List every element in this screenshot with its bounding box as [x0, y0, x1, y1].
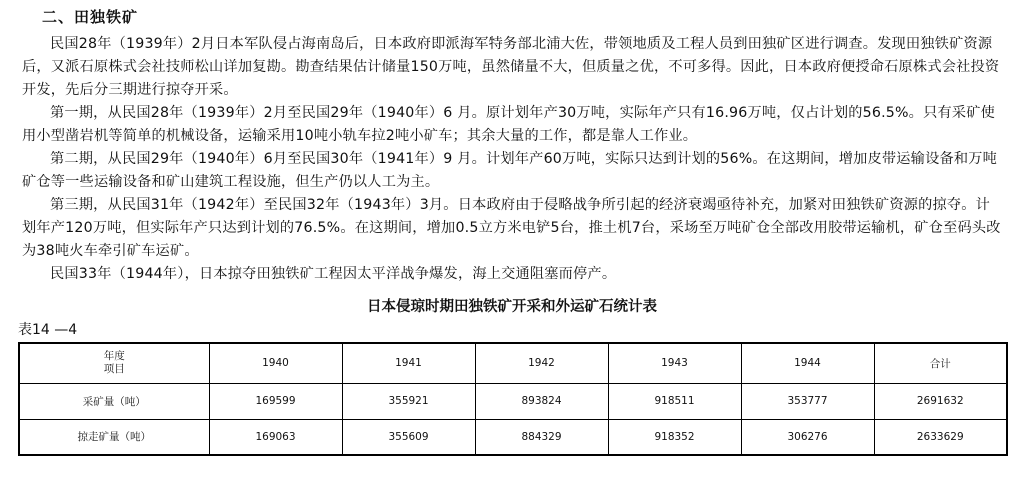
table-cell: 306276: [741, 419, 874, 455]
paragraph-phase-one: 第一期，从民国28年（1939年）2月至民国29年（1940年）6 月。原计划年产30万吨，实际年产只有16.96万吨，仅占计划的56.5%。只有采矿使用小型凿岩机等简单的机械设备，运输采用10吨小轨车拉2吨小矿车；其余大量的工作，都是靠人工作业。: [22, 105, 996, 144]
column-header: 1942: [475, 343, 608, 383]
column-header: 1940: [209, 343, 342, 383]
table-row-shipped: [19, 419, 1007, 455]
table-corner-cell: [19, 343, 209, 383]
statistics-table: [18, 342, 1008, 456]
table-header-row: [19, 343, 1007, 383]
column-header: 1943: [608, 343, 741, 383]
paragraph-closure: 民国33年（1944年），日本掠夺田独铁矿工程因太平洋战争爆发，海上交通阻塞而停产。: [50, 266, 617, 282]
paragraph-phase-two: 第二期，从民国29年（1940年）6月至民国30年（1941年）9 月。计划年产60万吨，实际只达到计划的56%。在这期间，增加皮带运输设备和万吨矿仓等一些运输设备和矿山建筑工程设施，但生产仍以人工为主。: [22, 151, 998, 190]
table-cell: 169063: [209, 419, 342, 455]
table-cell: 355921: [342, 383, 475, 419]
table-cell-total: 2633629: [874, 419, 1007, 455]
table-cell: 169599: [209, 383, 342, 419]
table-title: 日本侵琼时期田独铁矿开采和外运矿石统计表: [367, 299, 657, 315]
table-cell: 918511: [608, 383, 741, 419]
row-label: 采矿量（吨）: [19, 383, 209, 419]
paragraph-intro: 民国28年（1939年）2月日本军队侵占海南岛后，日本政府即派海军特务部北浦大佐，带领地质及工程人员到田独矿区进行调查。发现田独铁矿资源后，又派石原株式会社技师松山详加复勘。勘查结果估计储量150万吨，虽然储量不大，但质量之优，不可多得。因此，日本政府便授命石原株式会社投资开发，先后分三期进行掠夺开采。: [22, 36, 1000, 98]
corner-label-year: 年度: [103, 350, 125, 363]
table-number: 表14 —4: [18, 322, 78, 338]
table-cell: 918352: [608, 419, 741, 455]
column-header: 1944: [741, 343, 874, 383]
table-cell: 355609: [342, 419, 475, 455]
table-row-mined: [19, 383, 1007, 419]
table-cell: 893824: [475, 383, 608, 419]
column-header: 1941: [342, 343, 475, 383]
table-cell: 884329: [475, 419, 608, 455]
section-heading: 二、田独铁矿: [42, 8, 139, 26]
table-cell: 353777: [741, 383, 874, 419]
row-label: 掠走矿量（吨）: [19, 419, 209, 455]
paragraph-phase-three: 第三期，从民国31年（1942年）至民国32年（1943年）3月。日本政府由于侵略战争所引起的经济衰竭亟待补充，加紧对田独铁矿资源的掠夺。计划年产120万吨，但实际年产只达到计划的76.5%。在这期间，增加0.5立方米电铲5台，推土机7台，采场至万吨矿仓全部改用胶带运输机，矿仓至码头改为38吨火车牵引矿车运矿。: [22, 197, 1001, 259]
corner-label-item: 项目: [103, 363, 125, 376]
column-header-total: 合计: [874, 343, 1007, 383]
table-cell-total: 2691632: [874, 383, 1007, 419]
